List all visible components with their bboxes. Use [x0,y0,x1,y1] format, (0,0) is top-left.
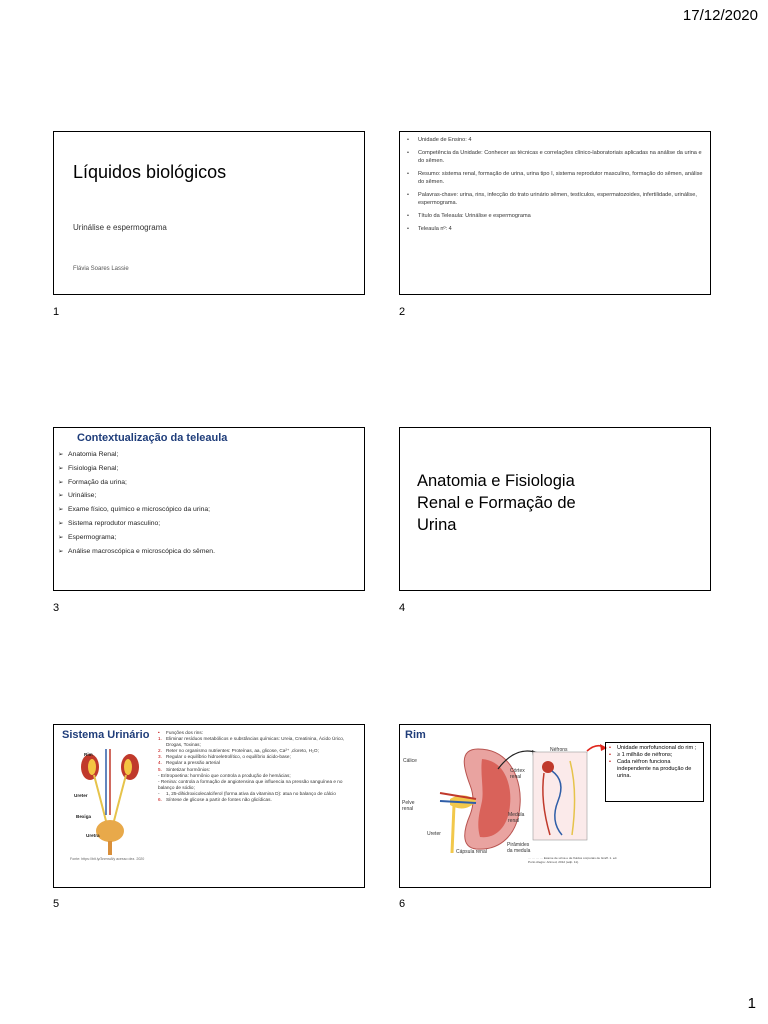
list-item: ➢ Sistema reprodutor masculino; [58,517,215,531]
list-item: ➢ Exame físico, químico e microscópico da urina; [58,503,215,517]
list-item: ➢ Formação da urina; [58,476,215,490]
image-source: Fonte: https://bit.ly/3nmwAfy acesso dez. 2020 [70,857,145,861]
slide-3-title: Contextualização da teleaula [77,432,228,444]
list-item: • Competência da Unidade: Conhecer as técnicas e correlações clínico-laboratoriais aplicadas na análise da urina e do sêmen. [406,149,704,165]
list-item: • Palavras-chave: urina, rins, infecção do trato urinário sêmen, testículos, espermatozoides, infertilidade, urinálise, espermograma. [406,191,704,207]
list-item: • Unidade de Ensino: 4 [406,136,704,144]
urethra-illustration [108,841,112,855]
function-item: Sintetizar hormônios: [166,766,211,772]
slide-1-subtitle: Urinálise e espermograma [73,223,167,232]
slide-1-number: 1 [53,306,60,318]
list-item: • Cada néfron funciona independente na produção de urina. [609,759,700,780]
label-medula: Medula renal [508,812,525,824]
slide-6-number: 6 [399,898,406,910]
hormone-item: 1, 25-dihidroxicolecalciferol (forma ativa da vitamina D): atua no balanço de cálcio [166,790,336,796]
function-item: Reter no organismo nutrientes: Proteínas, aa, glicose, Ca²⁺ ,cloreto, H₂O; [166,748,319,754]
label-nefrons: Néfrons [550,747,568,753]
label-ureter: Ureter [427,831,441,837]
bladder-illustration [96,820,124,842]
slide-1 [53,131,365,295]
slide-2-number: 2 [399,306,406,318]
label-bexiga: Bexiga [76,814,92,819]
list-item: ➢ Fisiologia Renal; [58,462,215,476]
slide-5-title: Sistema Urinário [62,729,150,741]
slide-2 [399,131,711,295]
label-ureter: Ureter [74,793,88,798]
list-item: • Resumo: sistema renal, formação de urina, urina tipo I, sistema reprodutor masculino, formação do sêmen, análise do sêmen. [406,170,704,186]
citation: … … … … Exame de urina e de fluidos corporais de Graff. 1. ed. Porto Alegre: Artmed, 2012 (adp. 11). [528,856,618,864]
slide-6-title: Rim [405,729,426,741]
slide-6 [399,724,711,888]
label-pelve: Pelve renal [402,800,415,812]
page-number: 1 [747,995,756,1012]
kidney-functions: • Funções dos rins: 1. Eliminar resíduos metabólicos e substâncias químicas: Ureia, Creatinina, Ácido Úrico, Drogas, Toxinas; 2. Reter no organismo nutrientes: Proteínas, aa, glicose, Ca²⁺ ,cloreto, H₂O; 3. Regular o equilíbrio hidroeletrolítico, o equilíbrio ácido-base; 4. Regular a pressão arterial 5. Sintetizar hormônios: - Eritropoetina: hormônio que controla a produção de hemácias; - Renina: controla a formação de angiotensina que influencia na pressão sanguínea e no balanço de sódio; - 1, 25-dihidroxicolecalciferol (forma ativa da vitamina D): atua no balanço de cálcio 6. Síntese de glicose a partir de fontes não glicídicas. [158,730,360,803]
list-item: ➢ Espermograma; [58,531,215,545]
label-calice: Cálice [403,758,417,764]
label-cortex: Córtex renal [510,768,525,780]
urinary-system-illustration [64,745,156,857]
label-capsula: Cápsula renal [456,849,487,855]
slide-1-author: Flávia Soares Lassie [73,266,129,272]
slide-1-title: Líquidos biológicos [73,162,227,182]
list-item: • Unidade morfofuncional do rim ; [609,745,700,752]
label-uretra: Uretra [86,833,100,838]
function-item: Regular a pressão arterial [166,760,220,766]
slide-2-bullet-list [406,136,704,238]
list-item: • ≥ 1 milhão de néfrons; [609,752,700,759]
list-item: ➢ Análise macroscópica e microscópica do sêmen. [58,545,215,559]
kidney-right-illustration [121,754,139,780]
slide-5 [53,724,365,888]
list-item: • Teleaula nº: 4 [406,225,704,233]
function-item: Síntese de glicose a partir de fontes não glicídicas. [166,797,272,803]
functions-title: Funções dos rins: [166,730,203,735]
slide-3-bullet-list [58,448,215,558]
slide-4-number: 4 [399,602,406,614]
list-item: ➢ Urinálise; [58,489,215,503]
slide-5-number: 5 [53,898,60,910]
label-rim: Rim [84,752,93,757]
document-date: 17/12/2020 [682,7,758,24]
slide-4 [399,427,711,591]
list-item: ➢ Anatomia Renal; [58,448,215,462]
list-item: • Título da Teleaula: Urinálise e espermograma [406,212,704,220]
hormone-item: - Renina: controla a formação de angiotensina que influencia na pressão sanguínea e no balanço de sódio; [158,778,343,790]
nephron-info-box [605,742,704,802]
hormone-item: - Eritropoetina: hormônio que controla a produção de hemácias; [158,772,291,778]
slide-4-title: Anatomia e Fisiologia Renal e Formação de Urina [417,472,576,534]
kidney-left-illustration [81,754,99,780]
slide-3 [53,427,365,591]
slide-3-number: 3 [53,602,60,614]
nephron-illustration [532,751,588,841]
function-item: Eliminar resíduos metabólicos e substâncias químicas: Ureia, Creatinina, Ácido Úrico, Drogas, Toxinas; [166,736,345,748]
label-piramides: Pirâmides da medula [507,842,531,854]
function-item: Regular o equilíbrio hidroeletrolítico, o equilíbrio ácido-base; [166,754,291,760]
